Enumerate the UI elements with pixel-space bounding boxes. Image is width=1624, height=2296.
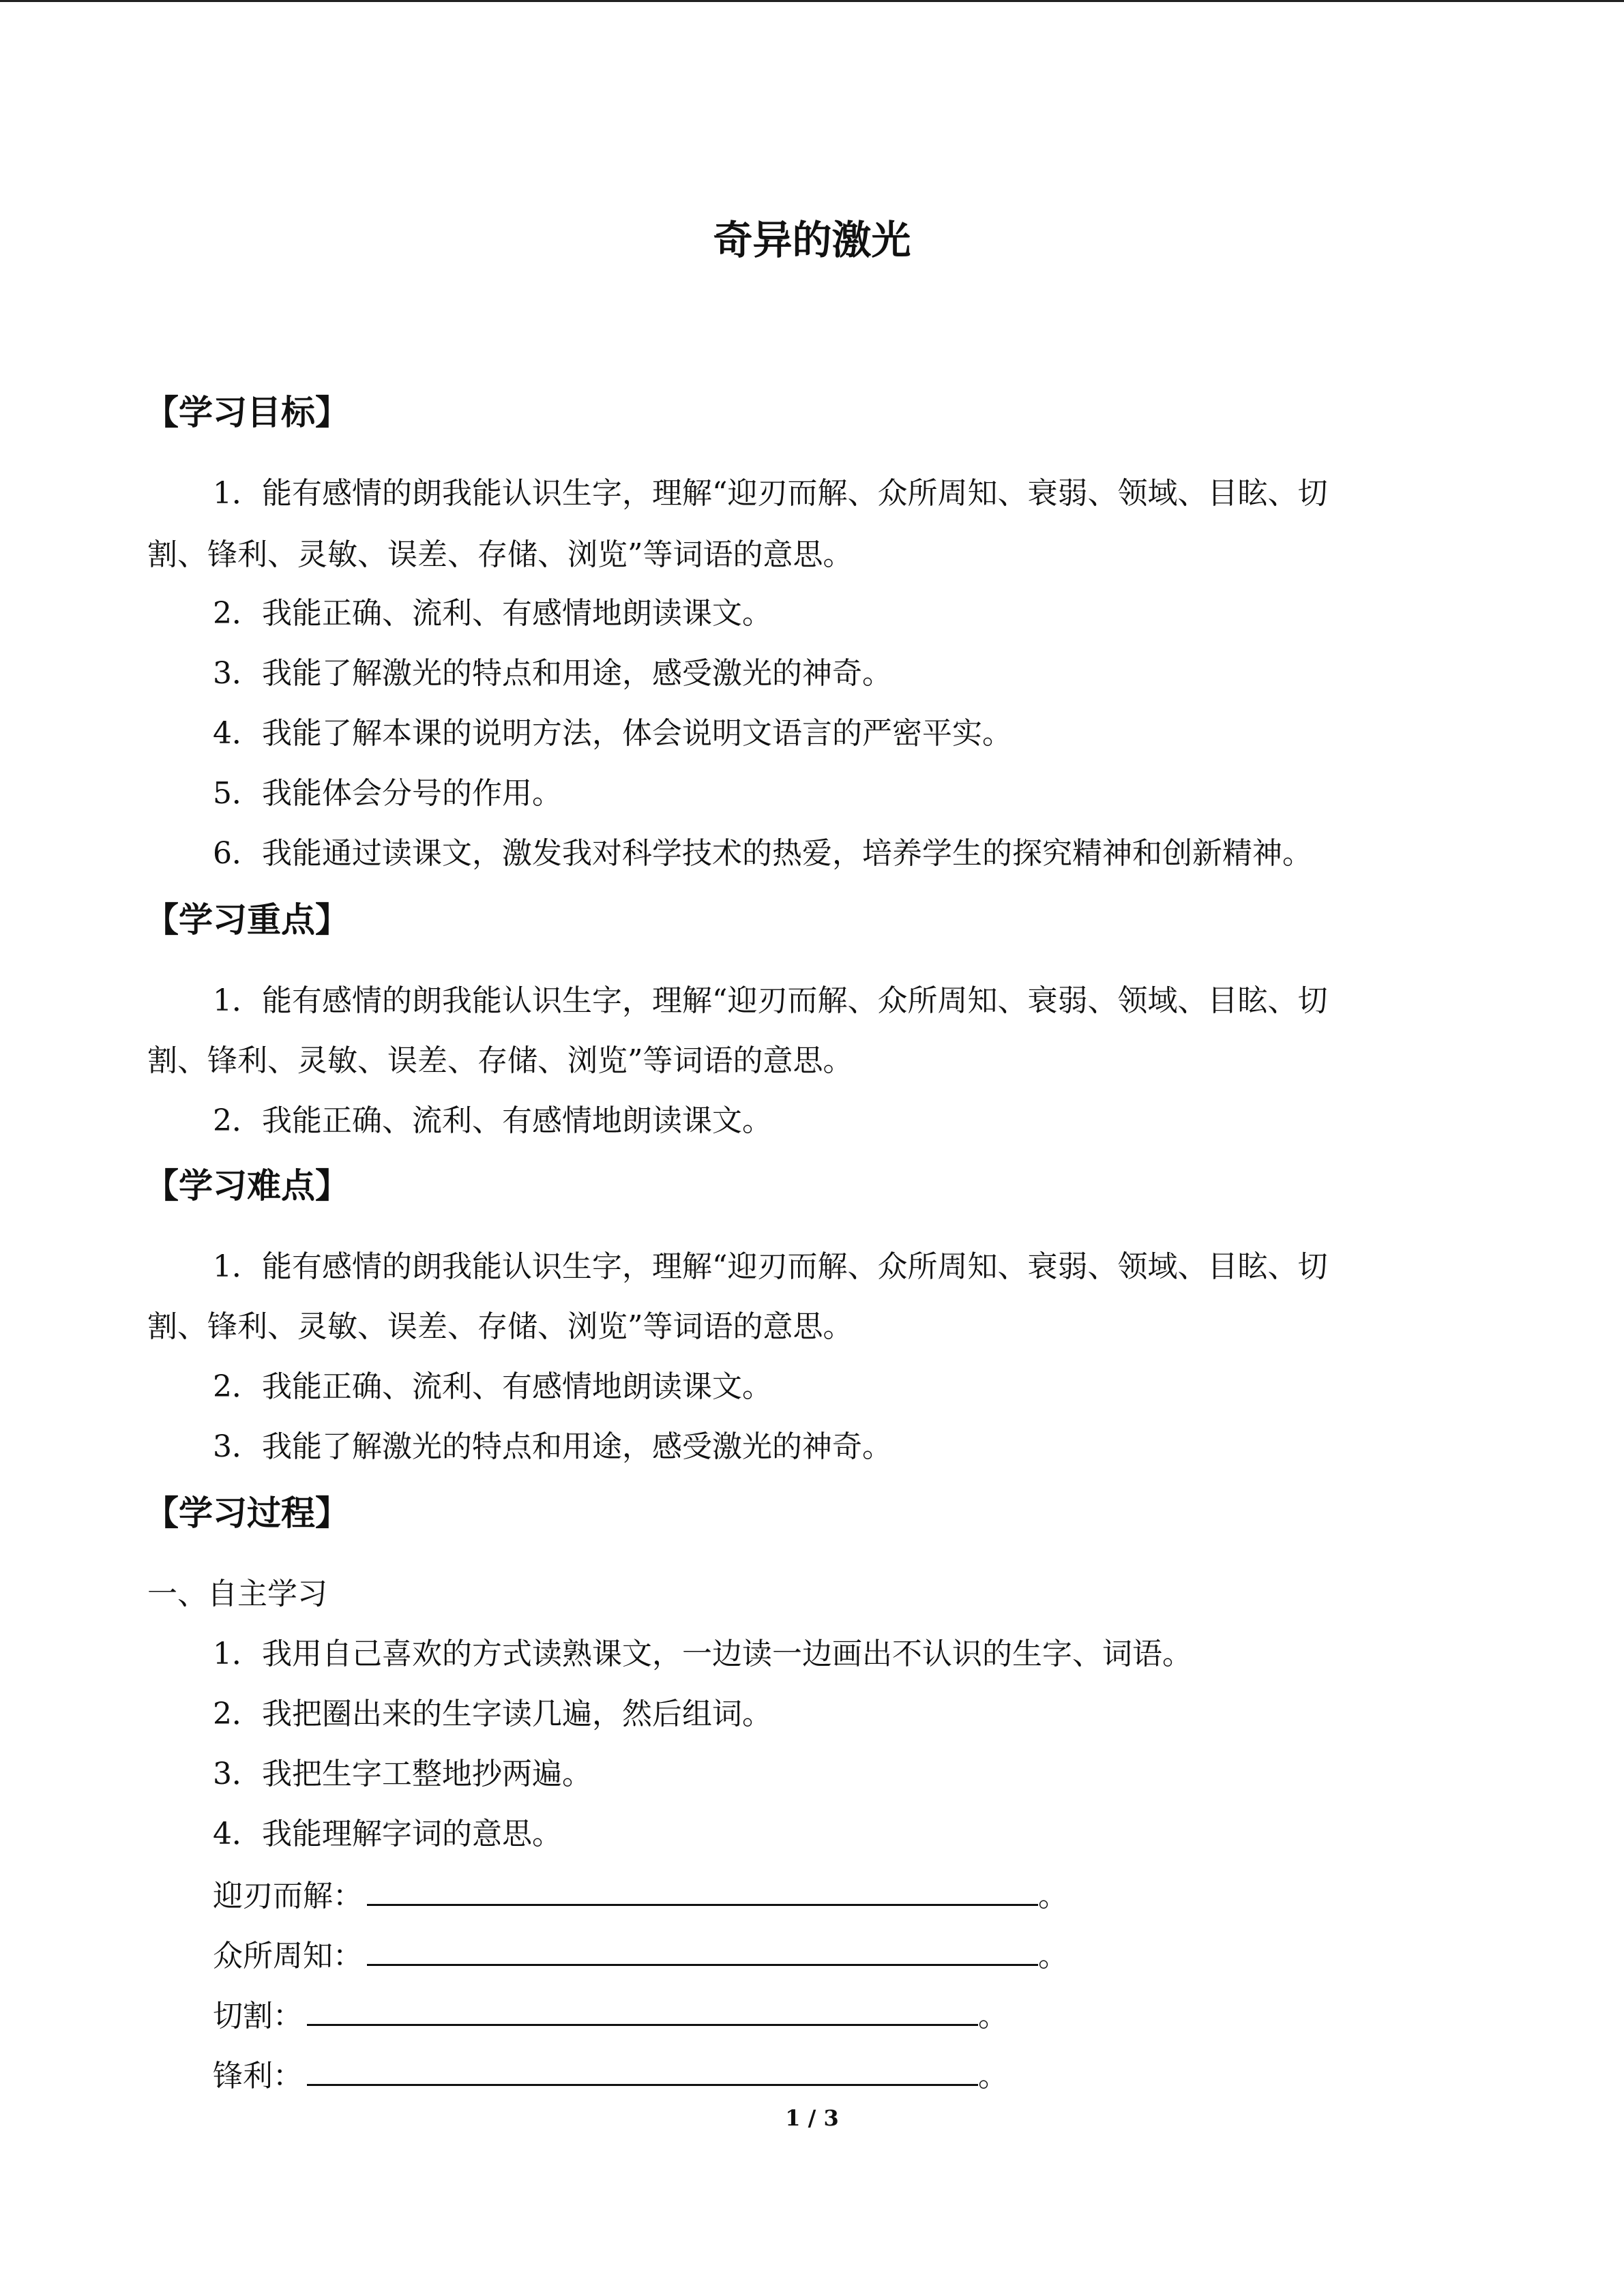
- section-heading-process: 【学习过程】: [145, 1493, 349, 1533]
- process-item-4: 4．我能理解字词的意思。: [213, 1817, 562, 1851]
- page-number: 1 / 3: [785, 2105, 839, 2131]
- difficulty-item-1-line-2: 割、锋利、灵敏、误差、存储、浏览”等词语的意思。: [147, 1309, 853, 1344]
- section-heading-key-points: 【学习重点】: [145, 900, 349, 940]
- section-heading-difficulties: 【学习难点】: [145, 1166, 349, 1206]
- goal-item-4: 4．我能了解本课的说明方法，体会说明文语言的严密平实。: [213, 716, 1012, 751]
- page-title: 奇异的激光: [713, 217, 911, 263]
- fill-in-row-2: [213, 1934, 1068, 1977]
- process-item-2: 2．我把圈出来的生字读几遍，然后组词。: [213, 1697, 772, 1731]
- answer-blank[interactable]: [307, 1994, 978, 2026]
- key-point-item-1-line-1: 1．能有感情的朗我能认识生字，理解“迎刃而解、众所周知、衰弱、领域、目眩、切: [213, 983, 1328, 1018]
- difficulty-item-1-line-1: 1．能有感情的朗我能认识生字，理解“迎刃而解、众所周知、衰弱、领域、目眩、切: [213, 1249, 1328, 1284]
- difficulty-item-2: 2．我能正确、流利、有感情地朗读课文。: [213, 1369, 772, 1404]
- fill-in-label: 锋利：: [213, 2059, 303, 2093]
- fill-in-label: 切割：: [213, 1999, 303, 2033]
- process-item-3: 3．我把生字工整地抄两遍。: [213, 1757, 592, 1791]
- key-point-item-1-line-2: 割、锋利、灵敏、误差、存储、浏览”等词语的意思。: [147, 1043, 853, 1078]
- answer-blank[interactable]: [367, 1874, 1038, 1906]
- goal-item-3: 3．我能了解激光的特点和用途，感受激光的神奇。: [213, 656, 892, 691]
- section-heading-goals: 【学习目标】: [145, 393, 349, 432]
- goal-item-5: 5．我能体会分号的作用。: [213, 776, 562, 811]
- answer-blank[interactable]: [307, 2054, 978, 2086]
- process-item-1: 1．我用自己喜欢的方式读熟课文，一边读一边画出不认识的生字、词语。: [213, 1637, 1192, 1671]
- fill-in-label: 迎刃而解：: [213, 1879, 363, 1913]
- process-subheading: 一、自主学习: [147, 1577, 327, 1611]
- fill-in-row-4: [213, 2054, 1008, 2097]
- goal-item-1-line-1: 1．能有感情的朗我能认识生字，理解“迎刃而解、众所周知、衰弱、领域、目眩、切: [213, 476, 1328, 511]
- top-border-rule: [0, 0, 1624, 2]
- fill-in-label: 众所周知：: [213, 1939, 363, 1973]
- key-point-item-2: 2．我能正确、流利、有感情地朗读课文。: [213, 1103, 772, 1138]
- fill-in-end: 。: [1038, 1879, 1068, 1913]
- goal-item-2: 2．我能正确、流利、有感情地朗读课文。: [213, 596, 772, 631]
- answer-blank[interactable]: [367, 1934, 1038, 1966]
- fill-in-end: 。: [1038, 1939, 1068, 1973]
- fill-in-row-3: [213, 1994, 1008, 2037]
- difficulty-item-3: 3．我能了解激光的特点和用途，感受激光的神奇。: [213, 1429, 892, 1464]
- goal-item-1-line-2: 割、锋利、灵敏、误差、存储、浏览”等词语的意思。: [147, 537, 853, 572]
- fill-in-end: 。: [978, 1999, 1008, 2033]
- goal-item-6: 6．我能通过读课文，激发我对科学技术的热爱，培养学生的探究精神和创新精神。: [213, 836, 1312, 871]
- fill-in-row-1: [213, 1874, 1068, 1917]
- fill-in-end: 。: [978, 2059, 1008, 2093]
